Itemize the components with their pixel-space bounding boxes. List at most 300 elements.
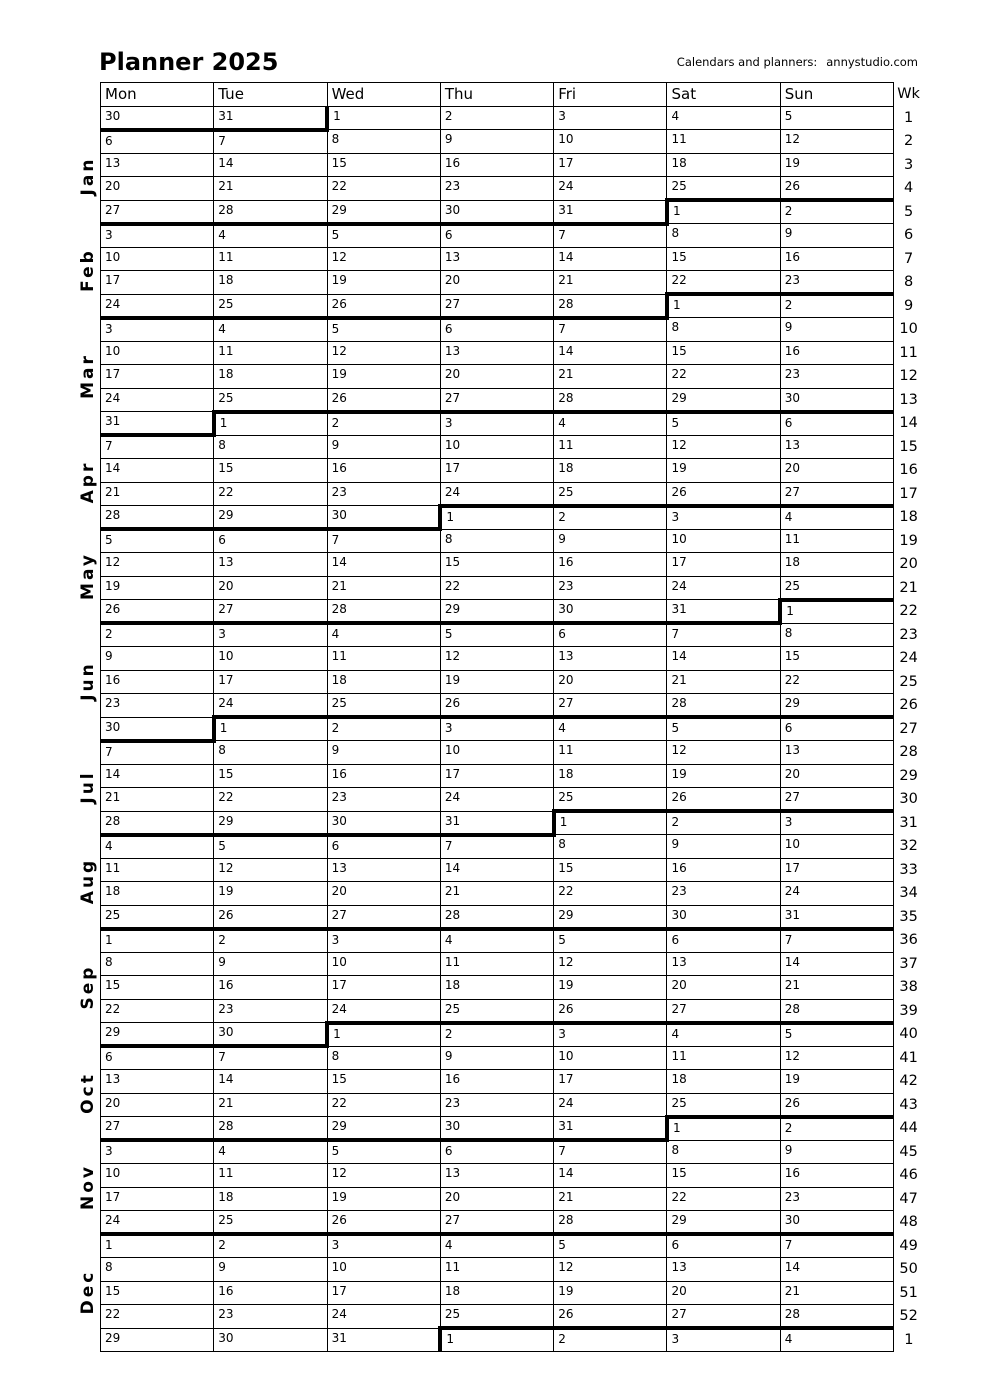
day-cell: 14: [554, 247, 667, 271]
week-number: 37: [899, 955, 918, 972]
day-cell: 13: [440, 1164, 553, 1188]
day-cell: 14: [214, 1070, 327, 1094]
week-number: 23: [899, 626, 918, 643]
day-cell: 29: [440, 600, 553, 624]
week-row: [101, 130, 924, 154]
day-cell: 10: [101, 341, 214, 365]
day-cell: 22: [214, 788, 327, 812]
day-cell: 3: [101, 224, 214, 248]
site-credit-label: Calendars and planners:: [676, 55, 818, 69]
day-cell: 27: [327, 905, 440, 929]
day-cell: 6: [440, 318, 553, 342]
week-row: [101, 529, 924, 553]
week-number: 6: [903, 227, 914, 244]
month-label-mar: Mar: [78, 352, 98, 399]
day-cell: 17: [667, 553, 780, 577]
day-cell: 31: [440, 811, 553, 835]
day-cell: 16: [440, 153, 553, 177]
day-cell: 10: [667, 529, 780, 553]
week-number: 8: [903, 274, 914, 291]
day-cell: 25: [667, 1093, 780, 1117]
day-cell: 6: [667, 1234, 780, 1258]
day-cell: 15: [667, 341, 780, 365]
week-row: [101, 318, 924, 342]
day-cell: 9: [780, 318, 893, 342]
week-row: [101, 553, 924, 577]
day-cell: 10: [101, 247, 214, 271]
week-row: [101, 435, 924, 459]
day-cell: 9: [667, 835, 780, 859]
day-cell: 15: [214, 459, 327, 483]
day-cell: 25: [554, 482, 667, 506]
day-cell: 8: [440, 529, 553, 553]
day-header-sun: Sun: [780, 83, 893, 107]
day-cell: 22: [440, 576, 553, 600]
day-cell: 17: [440, 459, 553, 483]
day-cell: 9: [440, 1046, 553, 1070]
week-number: 9: [903, 297, 914, 314]
day-cell: 7: [440, 835, 553, 859]
day-cell: 24: [327, 999, 440, 1023]
day-cell: 3: [667, 1328, 780, 1352]
week-number: 16: [899, 462, 918, 479]
day-cell: 26: [327, 1211, 440, 1235]
day-cell: 1: [440, 1328, 553, 1352]
week-number: 17: [899, 485, 918, 502]
day-cell: 30: [214, 1328, 327, 1352]
day-cell: 18: [667, 153, 780, 177]
week-row: [101, 647, 924, 671]
week-number: 51: [899, 1284, 918, 1301]
week-number: 50: [899, 1261, 918, 1278]
day-cell: 4: [667, 1023, 780, 1047]
day-cell: 24: [554, 1093, 667, 1117]
day-cell: 23: [780, 365, 893, 389]
day-cell: 19: [667, 764, 780, 788]
day-cell: 26: [554, 999, 667, 1023]
week-number: 2: [903, 133, 914, 150]
day-cell: 10: [554, 1046, 667, 1070]
day-cell: 16: [780, 247, 893, 271]
day-cell: 12: [780, 1046, 893, 1070]
week-number: 14: [899, 415, 918, 432]
day-cell: 19: [101, 576, 214, 600]
day-cell: 21: [214, 1093, 327, 1117]
day-cell: 25: [327, 694, 440, 718]
day-cell: 28: [780, 999, 893, 1023]
month-label-apr: Apr: [78, 460, 98, 503]
day-cell: 18: [440, 976, 553, 1000]
week-number: 13: [899, 391, 918, 408]
day-cell: 13: [554, 647, 667, 671]
day-cell: 6: [780, 412, 893, 436]
week-row: [101, 224, 924, 248]
day-cell: 17: [440, 764, 553, 788]
day-cell: 17: [101, 1187, 214, 1211]
day-cell: 3: [327, 1234, 440, 1258]
day-cell: 26: [554, 1305, 667, 1329]
day-cell: 4: [780, 506, 893, 530]
day-cell: 30: [101, 106, 214, 130]
week-number: 1: [904, 1331, 914, 1348]
week-row: [101, 412, 924, 436]
day-cell: 18: [554, 459, 667, 483]
day-cell: 29: [214, 506, 327, 530]
day-cell: 25: [214, 294, 327, 318]
day-cell: 28: [214, 1117, 327, 1141]
month-label-jul: Jul: [78, 770, 98, 804]
day-cell: 22: [780, 670, 893, 694]
week-number: 33: [899, 861, 918, 878]
day-cell: 8: [667, 1140, 780, 1164]
day-cell: 19: [440, 670, 553, 694]
day-cell: 17: [554, 153, 667, 177]
day-cell: 18: [440, 1281, 553, 1305]
week-number: 19: [899, 532, 918, 549]
day-cell: 5: [554, 1234, 667, 1258]
day-cell: 6: [440, 224, 553, 248]
day-cell: 1: [214, 717, 327, 741]
week-row: [101, 929, 924, 953]
week-row: [101, 1046, 924, 1070]
week-row: [101, 905, 924, 929]
day-cell: 18: [554, 764, 667, 788]
day-cell: 30: [780, 1211, 893, 1235]
day-cell: 27: [667, 1305, 780, 1329]
day-cell: 23: [327, 788, 440, 812]
day-cell: 18: [214, 1187, 327, 1211]
week-number: 25: [899, 673, 918, 690]
week-number: 29: [899, 767, 918, 784]
day-cell: 24: [554, 177, 667, 201]
day-cell: 25: [101, 905, 214, 929]
day-cell: 21: [440, 882, 553, 906]
day-cell: 28: [554, 388, 667, 412]
day-cell: 12: [667, 741, 780, 765]
week-row: [101, 741, 924, 765]
day-cell: 14: [667, 647, 780, 671]
month-label-oct: Oct: [78, 1071, 98, 1114]
day-cell: 7: [554, 318, 667, 342]
day-cell: 13: [667, 952, 780, 976]
day-cell: 29: [214, 811, 327, 835]
day-cell: 28: [440, 905, 553, 929]
day-cell: 21: [780, 1281, 893, 1305]
day-cell: 6: [440, 1140, 553, 1164]
day-cell: 5: [327, 318, 440, 342]
day-cell: 2: [780, 200, 893, 224]
day-cell: 3: [440, 412, 553, 436]
week-row: [101, 1328, 924, 1352]
day-cell: 4: [214, 224, 327, 248]
day-cell: 23: [327, 482, 440, 506]
day-cell: 23: [780, 271, 893, 295]
day-cell: 2: [780, 294, 893, 318]
day-cell: 20: [780, 764, 893, 788]
week-row: [101, 341, 924, 365]
week-number: 26: [899, 697, 918, 714]
day-cell: 10: [440, 435, 553, 459]
day-cell: 27: [214, 600, 327, 624]
day-cell: 26: [327, 388, 440, 412]
day-cell: 9: [214, 952, 327, 976]
week-number: 11: [899, 344, 918, 361]
day-cell: 11: [214, 1164, 327, 1188]
day-cell: 4: [780, 1328, 893, 1352]
day-cell: 5: [214, 835, 327, 859]
day-cell: 8: [327, 1046, 440, 1070]
day-cell: 21: [101, 482, 214, 506]
day-cell: 12: [327, 247, 440, 271]
day-cell: 15: [667, 1164, 780, 1188]
day-cell: 3: [440, 717, 553, 741]
day-cell: 30: [554, 600, 667, 624]
week-number: 49: [899, 1237, 918, 1254]
day-cell: 8: [780, 623, 893, 647]
week-row: [101, 365, 924, 389]
day-cell: 3: [554, 106, 667, 130]
day-cell: 24: [214, 694, 327, 718]
day-cell: 18: [667, 1070, 780, 1094]
day-cell: 13: [101, 1070, 214, 1094]
day-cell: 29: [101, 1023, 214, 1047]
day-cell: 3: [327, 929, 440, 953]
day-cell: 14: [214, 153, 327, 177]
site-credit-url: annystudio.com: [826, 55, 918, 69]
week-number: 22: [899, 603, 918, 620]
day-cell: 27: [440, 1211, 553, 1235]
day-cell: 11: [440, 1258, 553, 1282]
week-number: 40: [899, 1026, 918, 1043]
week-row: [101, 600, 924, 624]
week-row: [101, 247, 924, 271]
day-cell: 7: [214, 130, 327, 154]
day-cell: 18: [780, 553, 893, 577]
day-cell: 20: [440, 271, 553, 295]
day-cell: 10: [101, 1164, 214, 1188]
week-row: [101, 294, 924, 318]
day-cell: 16: [554, 553, 667, 577]
week-row: [101, 694, 924, 718]
day-cell: 27: [554, 694, 667, 718]
day-cell: 1: [667, 294, 780, 318]
day-cell: 11: [554, 741, 667, 765]
week-number: 5: [903, 203, 914, 220]
day-cell: 1: [554, 811, 667, 835]
day-cell: 22: [327, 1093, 440, 1117]
page-title: Planner 2025: [99, 48, 279, 76]
week-row: [101, 858, 924, 882]
week-row: [101, 1023, 924, 1047]
day-cell: 22: [101, 999, 214, 1023]
week-row: [101, 1164, 924, 1188]
day-cell: 4: [440, 929, 553, 953]
week-number: 42: [899, 1073, 918, 1090]
day-cell: 10: [327, 952, 440, 976]
day-cell: 13: [101, 153, 214, 177]
day-cell: 10: [554, 130, 667, 154]
day-cell: 29: [667, 388, 780, 412]
week-row: [101, 1187, 924, 1211]
day-cell: 31: [554, 200, 667, 224]
day-cell: 19: [667, 459, 780, 483]
day-cell: 14: [780, 1258, 893, 1282]
day-cell: 18: [327, 670, 440, 694]
week-row: [101, 459, 924, 483]
day-cell: 22: [667, 365, 780, 389]
day-cell: 12: [327, 341, 440, 365]
day-cell: 8: [327, 130, 440, 154]
day-cell: 9: [780, 224, 893, 248]
day-cell: 31: [554, 1117, 667, 1141]
week-number: 44: [899, 1120, 918, 1137]
day-cell: 23: [667, 882, 780, 906]
day-cell: 10: [440, 741, 553, 765]
day-cell: 16: [214, 976, 327, 1000]
day-cell: 20: [440, 365, 553, 389]
day-cell: 31: [327, 1328, 440, 1352]
week-row: [101, 1070, 924, 1094]
day-cell: 20: [327, 882, 440, 906]
week-number: 35: [899, 908, 918, 925]
day-cell: 23: [554, 576, 667, 600]
day-cell: 5: [780, 1023, 893, 1047]
day-cell: 17: [327, 1281, 440, 1305]
day-cell: 7: [780, 1234, 893, 1258]
day-cell: 7: [667, 623, 780, 647]
day-cell: 25: [440, 999, 553, 1023]
day-cell: 22: [667, 1187, 780, 1211]
day-cell: 24: [101, 388, 214, 412]
day-cell: 8: [101, 1258, 214, 1282]
day-cell: 9: [554, 529, 667, 553]
day-cell: 2: [667, 811, 780, 835]
day-cell: 19: [214, 882, 327, 906]
day-cell: 10: [214, 647, 327, 671]
week-number: 20: [899, 556, 918, 573]
day-cell: 20: [667, 1281, 780, 1305]
week-row: [101, 153, 924, 177]
week-number: 12: [899, 368, 918, 385]
day-cell: 25: [780, 576, 893, 600]
day-cell: 23: [440, 177, 553, 201]
day-cell: 18: [101, 882, 214, 906]
day-cell: 26: [214, 905, 327, 929]
day-cell: 26: [780, 1093, 893, 1117]
week-row: [101, 1281, 924, 1305]
day-cell: 5: [440, 623, 553, 647]
day-cell: 8: [101, 952, 214, 976]
day-cell: 11: [101, 858, 214, 882]
day-header-mon: Mon: [101, 83, 214, 107]
week-number: 15: [899, 438, 918, 455]
day-cell: 23: [101, 694, 214, 718]
week-number: 21: [899, 579, 918, 596]
day-cell: 14: [554, 341, 667, 365]
week-row: [101, 764, 924, 788]
week-row: [101, 1211, 924, 1235]
day-cell: 14: [440, 858, 553, 882]
month-label-feb: Feb: [78, 248, 98, 292]
day-cell: 20: [101, 1093, 214, 1117]
day-cell: 7: [214, 1046, 327, 1070]
day-cell: 1: [440, 506, 553, 530]
day-cell: 22: [554, 882, 667, 906]
week-number: 45: [899, 1143, 918, 1160]
day-cell: 5: [327, 224, 440, 248]
day-cell: 8: [554, 835, 667, 859]
day-cell: 8: [214, 741, 327, 765]
day-cell: 5: [554, 929, 667, 953]
day-cell: 26: [101, 600, 214, 624]
day-cell: 25: [667, 177, 780, 201]
day-cell: 16: [780, 341, 893, 365]
week-number: 47: [899, 1190, 918, 1207]
day-cell: 25: [214, 388, 327, 412]
day-cell: 8: [667, 224, 780, 248]
day-cell: 30: [440, 1117, 553, 1141]
day-cell: 26: [667, 482, 780, 506]
day-cell: 30: [440, 200, 553, 224]
day-cell: 16: [440, 1070, 553, 1094]
day-cell: 7: [780, 929, 893, 953]
week-row: [101, 976, 924, 1000]
day-cell: 21: [554, 365, 667, 389]
day-cell: 13: [327, 858, 440, 882]
day-cell: 22: [101, 1305, 214, 1329]
week-number: 38: [899, 979, 918, 996]
week-number: 46: [899, 1167, 918, 1184]
day-cell: 4: [214, 1140, 327, 1164]
day-header-fri: Fri: [554, 83, 667, 107]
day-cell: 19: [780, 153, 893, 177]
day-cell: 4: [554, 717, 667, 741]
week-number: 52: [899, 1308, 918, 1325]
week-row: [101, 1234, 924, 1258]
week-number: 28: [899, 744, 918, 761]
day-cell: 14: [327, 553, 440, 577]
day-cell: 27: [780, 788, 893, 812]
day-cell: 24: [101, 294, 214, 318]
day-header-tue: Tue: [214, 83, 327, 107]
day-cell: 14: [101, 764, 214, 788]
day-cell: 4: [214, 318, 327, 342]
week-row: [101, 200, 924, 224]
week-column-header: Wk: [897, 86, 920, 103]
day-cell: 23: [214, 1305, 327, 1329]
day-cell: 11: [327, 647, 440, 671]
day-cell: 9: [780, 1140, 893, 1164]
month-label-may: May: [78, 551, 98, 600]
day-cell: 28: [214, 200, 327, 224]
day-cell: 15: [101, 1281, 214, 1305]
day-cell: 3: [667, 506, 780, 530]
day-cell: 29: [780, 694, 893, 718]
day-cell: 28: [554, 294, 667, 318]
day-cell: 12: [101, 553, 214, 577]
week-row: [101, 177, 924, 201]
week-number: 27: [899, 720, 918, 737]
day-cell: 16: [327, 764, 440, 788]
day-cell: 6: [780, 717, 893, 741]
day-cell: 6: [101, 1046, 214, 1070]
week-number: 36: [899, 932, 918, 949]
day-cell: 28: [101, 506, 214, 530]
day-cell: 4: [101, 835, 214, 859]
week-number: 32: [899, 838, 918, 855]
day-cell: 28: [327, 600, 440, 624]
day-cell: 24: [101, 1211, 214, 1235]
